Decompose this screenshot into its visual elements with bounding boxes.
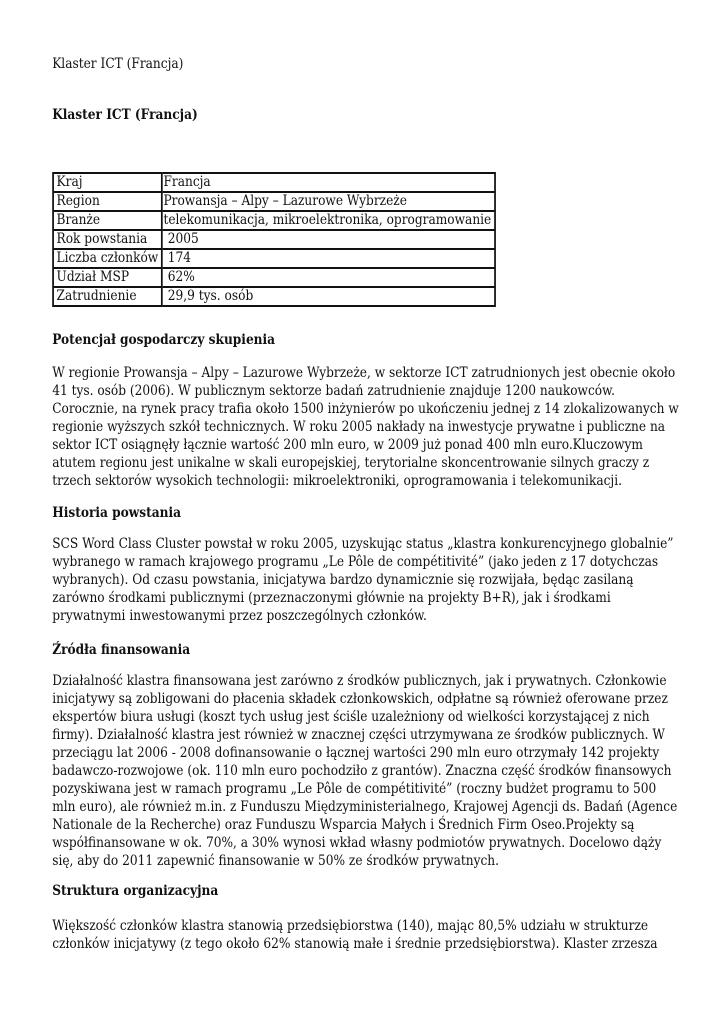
section-body-struktura: [52, 917, 657, 953]
table-row: [53, 287, 495, 306]
table-row: [53, 249, 495, 268]
paragraph-line: wybranego w ramach krajowego programu „Le Pôle de compétitivité” (jako jeden z 17 dotychczas: [52, 554, 659, 570]
table-key: Rok powstania: [53, 230, 162, 249]
page-heading: Klaster ICT (Francja): [52, 107, 198, 123]
paragraph-line: zarówno środkami publicznymi (przeznaczonymi głównie na projekty B+R), jak i środkami: [52, 590, 611, 606]
section-body-historia: [52, 535, 673, 625]
section-heading-zrodla: Źródła finansowania: [52, 642, 191, 658]
table-value: 2005: [162, 230, 495, 249]
paragraph-line: ekspertów biura usługi (koszt tych usług jest ściśle uzależniony od wielkości korzystającej z nich: [52, 709, 650, 725]
paragraph-line: Nationale de la Recherche) oraz Funduszu Wsparcia Małych i Średnich Firm Oseo.Projekty są: [52, 817, 635, 833]
paragraph-line: badawczo-rozwojowe (ok. 110 mln euro pochodziło z grantów). Znaczna część środków finansowych: [52, 763, 672, 779]
paragraph-line: przeciągu lat 2006 - 2008 dofinansowanie o łącznej wartości 290 mln euro otrzymały 142 projekty: [52, 745, 660, 761]
table-row: [53, 192, 495, 211]
paragraph-line: członków inicjatywy (z tego około 62% stanowią małe i średnie przedsiębiorstwa). Klaster zrzesza: [52, 936, 658, 952]
section-body-zrodla: [52, 672, 677, 870]
paragraph-line: współfinansowane w ok. 70%, a 30% wynosi wkład własny podmiotów prywatnych. Docelowo dąży: [52, 835, 662, 851]
table-row: [53, 268, 495, 287]
table-value: 174: [162, 249, 495, 268]
table-value: 29,9 tys. osób: [162, 287, 495, 306]
paragraph-line: się, aby do 2011 zapewnić finansowanie w 50% ze środków prywatnych.: [52, 853, 499, 869]
paragraph-line: regionie wyższych szkół technicznych. W roku 2005 nakłady na inwestycje prywatne i publiczne na: [52, 419, 666, 435]
paragraph-line: prywatnymi inwestowanymi przez poszczególnych członków.: [52, 608, 427, 624]
table-value: 62%: [162, 268, 495, 287]
paragraph-line: inicjatywy są zobligowani do płacenia składek członkowskich, odpłatne są również oferowane przez: [52, 691, 668, 707]
paragraph-line: wybranych). Od czasu powstania, inicjatywa bardzo dynamicznie się rozwijała, będąc zasilaną: [52, 572, 634, 588]
paragraph-line: Działalność klastra finansowana jest zarówno z środków publicznych, jak i prywatnych. Członkowie: [52, 673, 667, 689]
section-heading-potencjal: Potencjał gospodarczy skupienia: [52, 332, 276, 348]
table-key: Liczba członków: [53, 249, 162, 268]
paragraph-line: atutem regionu jest unikalne w skali europejskiej, terytorialne skoncentrowanie silnych graczy z: [52, 455, 650, 471]
table-key: Region: [53, 192, 162, 211]
section-body-potencjal: [52, 364, 679, 490]
document-title: Klaster ICT (Francja): [52, 56, 184, 72]
paragraph-line: pozyskiwana jest w ramach programu „Le Pôle de compétitivité” (roczny budżet programu to 500: [52, 781, 657, 797]
table-key: Kraj: [53, 173, 162, 192]
table-value: Prowansja – Alpy – Lazurowe Wybrzeże: [162, 192, 495, 211]
table-row: [53, 211, 495, 230]
table-key: Zatrudnienie: [53, 287, 162, 306]
paragraph-line: trzech sektorów wysokich technologii: mikroelektroniki, oprogramowania i telekomunikacji.: [52, 473, 622, 489]
paragraph-line: mln euro), ale również m.in. z Funduszu Międzyministerialnego, Krajowej Agencji ds. Badań (Agence: [52, 799, 678, 815]
paragraph-line: Większość członków klastra stanowią przedsiębiorstwa (140), mając 80,5% udziału w strukturze: [52, 918, 649, 934]
section-heading-struktura: Struktura organizacyjna: [52, 883, 219, 899]
paragraph-line: W regionie Prowansja – Alpy – Lazurowe Wybrzeże, w sektorze ICT zatrudnionych jest obecnie około: [52, 365, 676, 381]
table-row: [53, 230, 495, 249]
section-heading-historia: Historia powstania: [52, 505, 182, 521]
paragraph-line: Corocznie, na rynek pracy trafia około 1500 inżynierów po ukończeniu jednej z 14 zlokalizowanych w: [52, 401, 679, 417]
paragraph-line: 41 tys. osób (2006). W publicznym sektorze badań zatrudnienie znajduje 1200 naukowców.: [52, 383, 615, 399]
paragraph-line: sektor ICT osiągnęły łącznie wartość 200 mln euro, w 2009 już ponad 400 mln euro.Kluczowym: [52, 437, 643, 453]
table-value: telekomunikacja, mikroelektronika, oprogramowanie: [162, 211, 495, 230]
paragraph-line: firmy). Działalność klastra jest również w znacznej części utrzymywana ze środków publicznych. W: [52, 727, 665, 743]
table-row: [53, 173, 495, 192]
info-table: [52, 172, 495, 307]
table-key: Udział MSP: [53, 268, 162, 287]
table-key: Branże: [53, 211, 162, 230]
table-value: Francja: [162, 173, 495, 192]
paragraph-line: SCS Word Class Cluster powstał w roku 2005, uzyskując status „klastra konkurencyjnego globalnie”: [52, 536, 674, 552]
